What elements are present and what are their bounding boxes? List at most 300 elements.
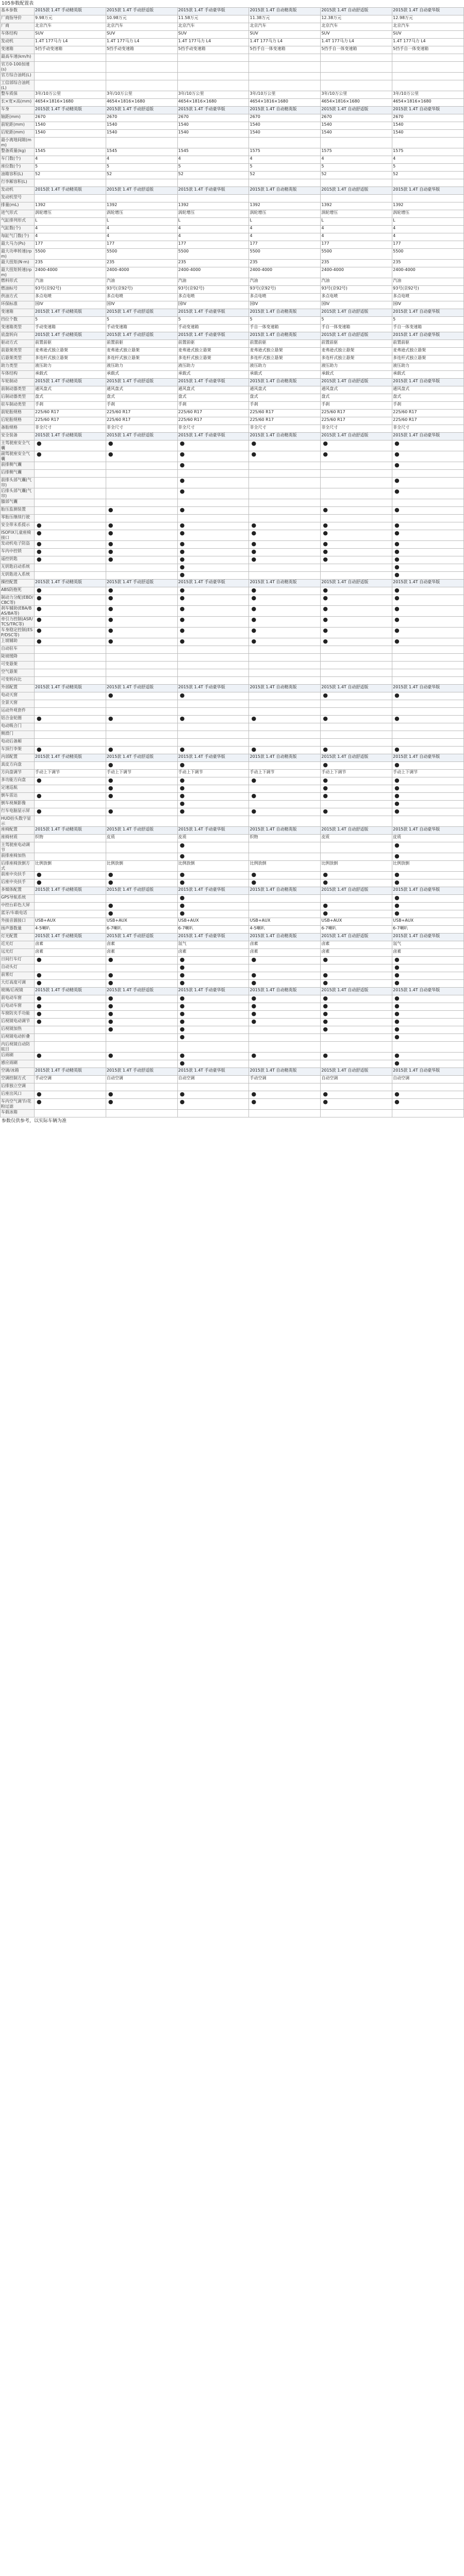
spec-value: 皮质 [106, 835, 177, 842]
model-name: 2015款 1.4T 手动豪华版 [177, 685, 249, 692]
spec-value [321, 816, 392, 827]
spec-value [177, 179, 249, 187]
spec-row [1, 903, 464, 910]
standard-dot: ● [177, 638, 249, 646]
spec-value: 5 [321, 317, 392, 325]
standard-dot: ● [249, 522, 321, 530]
spec-value [177, 138, 249, 148]
spec-value [35, 708, 106, 716]
standard-dot: ● [177, 488, 249, 499]
spec-value: 1.4T 177马力 L4 [106, 39, 177, 46]
spec-value: 1.4T 177马力 L4 [249, 39, 321, 46]
section-label: 底盘转向 [1, 332, 35, 340]
spec-row [1, 148, 464, 156]
model-name: 2015款 1.4T 手动舒适版 [106, 827, 177, 835]
spec-value: 93号(京92号) [177, 286, 249, 294]
standard-dot: ● [177, 785, 249, 793]
spec-label: 挡位个数 [1, 317, 35, 325]
model-name: 2015款 1.4T 自动豪华版 [392, 433, 464, 440]
model-name: 2015款 1.4T 自动舒适版 [321, 8, 392, 15]
spec-value: 前置前驱 [35, 340, 106, 348]
standard-dot: ● [392, 910, 464, 918]
spec-value [35, 564, 106, 572]
spec-value: 4 [392, 226, 464, 233]
standard-dot: ● [106, 872, 177, 879]
spec-row [1, 301, 464, 309]
spec-value: 1540 [177, 122, 249, 130]
standard-dot: ● [392, 972, 464, 980]
standard-dot: ● [321, 530, 392, 541]
spec-value [249, 842, 321, 853]
model-name: 2015款 1.4T 自动豪华版 [392, 580, 464, 587]
spec-value: 皮质 [177, 835, 249, 842]
spec-label: ISOFIX儿童座椅接口 [1, 530, 35, 541]
spec-label: 胎压监测装置 [1, 507, 35, 515]
model-name: 2015款 1.4T 手动豪华版 [177, 379, 249, 386]
spec-value: 225/60 R17 [249, 410, 321, 417]
spec-row [1, 386, 464, 394]
spec-value: 5 [177, 317, 249, 325]
standard-dot: ● [35, 1003, 106, 1011]
spec-label: 工信部综合油耗(L) [1, 80, 35, 91]
spec-row [1, 980, 464, 988]
spec-value: 比例放倒 [249, 861, 321, 872]
spec-value: 2400-4000 [177, 267, 249, 278]
spec-value [392, 470, 464, 478]
standard-dot: ● [35, 1091, 106, 1099]
standard-dot: ● [321, 1053, 392, 1060]
standard-dot: ● [35, 777, 106, 785]
spec-value: 1575 [249, 148, 321, 156]
model-name: 2015款 1.4T 自动舒适版 [321, 754, 392, 762]
model-name: 2015款 1.4T 自动舒适版 [321, 433, 392, 440]
spec-value: 液压助力 [177, 363, 249, 371]
standard-dot: ● [321, 507, 392, 515]
spec-value: 5 [106, 317, 177, 325]
spec-value: 177 [321, 241, 392, 249]
spec-value: 汽油 [35, 278, 106, 286]
spec-value [177, 739, 249, 747]
spec-value: 4654×1816×1680 [177, 99, 249, 107]
spec-value [106, 572, 177, 580]
spec-value: 5挡手动变速箱 [177, 46, 249, 54]
spec-value [249, 478, 321, 488]
spec-value [249, 572, 321, 580]
standard-dot: ● [249, 541, 321, 549]
standard-dot: ● [321, 777, 392, 785]
spec-value: 225/60 R17 [321, 417, 392, 425]
spec-label: 车窗防夹手功能 [1, 1011, 35, 1019]
spec-value [35, 488, 106, 499]
spec-value: 卤素 [35, 949, 106, 957]
spec-value: 10.98万元 [106, 15, 177, 23]
spec-value [35, 515, 106, 522]
spec-value: L [177, 218, 249, 226]
standard-dot: ● [392, 507, 464, 515]
spec-row [1, 499, 464, 507]
standard-dot: ● [321, 957, 392, 964]
spec-value: 2400-4000 [392, 267, 464, 278]
spec-row [1, 363, 464, 371]
spec-label: 前排侧气囊 [1, 462, 35, 470]
spec-value: 2400-4000 [35, 267, 106, 278]
spec-label: 前制动器类型 [1, 386, 35, 394]
spec-value [392, 662, 464, 669]
spec-value [177, 677, 249, 685]
spec-row [1, 654, 464, 662]
spec-value [321, 646, 392, 654]
spec-value: 177 [392, 241, 464, 249]
model-name: 2015款 1.4T 自动舒适版 [321, 309, 392, 317]
model-name: 2015款 1.4T 自动精英版 [249, 988, 321, 995]
spec-value: 手动空调 [35, 1076, 106, 1083]
spec-label: 座位数(个) [1, 164, 35, 172]
spec-label: 遥控钥匙 [1, 556, 35, 564]
spec-value [106, 1060, 177, 1068]
spec-row [1, 677, 464, 685]
standard-dot: ● [392, 617, 464, 628]
standard-dot: ● [249, 530, 321, 541]
spec-value: 手动变速箱 [106, 325, 177, 332]
spec-value [106, 895, 177, 903]
spec-value [177, 1110, 249, 1117]
spec-row [1, 114, 464, 122]
spec-value [177, 700, 249, 708]
spec-label: 自动驻车 [1, 646, 35, 654]
spec-label: 运动外观套件 [1, 708, 35, 716]
standard-dot: ● [392, 522, 464, 530]
standard-dot: ● [392, 440, 464, 451]
spec-value [321, 895, 392, 903]
spec-value: 1540 [177, 130, 249, 138]
spec-value [35, 507, 106, 515]
spec-value: 承载式 [106, 371, 177, 379]
spec-value: 5 [392, 317, 464, 325]
spec-row [1, 202, 464, 210]
spec-row [1, 515, 464, 522]
model-name: 2015款 1.4T 自动豪华版 [392, 332, 464, 340]
spec-value [392, 677, 464, 685]
standard-dot: ● [106, 995, 177, 1003]
spec-value: 卤素 [177, 949, 249, 957]
standard-dot: ● [321, 556, 392, 564]
standard-dot: ● [177, 853, 249, 861]
section-label: 车轮制动 [1, 379, 35, 386]
spec-value [35, 677, 106, 685]
spec-value: 多点电喷 [35, 294, 106, 301]
model-name: 2015款 1.4T 手动舒适版 [106, 309, 177, 317]
model-name: 2015款 1.4T 手动豪华版 [177, 433, 249, 440]
standard-dot: ● [392, 808, 464, 816]
standard-dot: ● [321, 879, 392, 887]
standard-dot: ● [35, 606, 106, 617]
spec-value [106, 462, 177, 470]
spec-value: 多点电喷 [106, 294, 177, 301]
spec-value [249, 723, 321, 731]
spec-value [106, 470, 177, 478]
standard-dot: ● [321, 980, 392, 988]
spec-value: 1540 [35, 130, 106, 138]
standard-dot: ● [177, 716, 249, 723]
model-name: 2015款 1.4T 手动精英版 [35, 685, 106, 692]
spec-row [1, 895, 464, 903]
spec-value [392, 54, 464, 62]
model-name: 2015款 1.4T 手动豪华版 [177, 107, 249, 114]
standard-dot: ● [106, 785, 177, 793]
spec-label: 后视镜电动折叠 [1, 1034, 35, 1042]
model-name: 2015款 1.4T 自动舒适版 [321, 379, 392, 386]
spec-value: 盘式 [321, 394, 392, 402]
spec-value: 前置前驱 [392, 340, 464, 348]
model-name: 2015款 1.4T 手动舒适版 [106, 934, 177, 941]
spec-row [1, 1099, 464, 1110]
spec-value: 9.98万元 [35, 15, 106, 23]
spec-value: 1.4T 177马力 L4 [321, 39, 392, 46]
spec-row [1, 241, 464, 249]
spec-value [249, 654, 321, 662]
spec-label: 前轮距(mm) [1, 122, 35, 130]
spec-value: 多点电喷 [249, 294, 321, 301]
spec-row [1, 700, 464, 708]
spec-row [1, 522, 464, 530]
spec-row [1, 793, 464, 801]
section-label: 内部配置 [1, 754, 35, 762]
spec-value [35, 903, 106, 910]
spec-value: 非全尺寸 [177, 425, 249, 433]
standard-dot: ● [392, 530, 464, 541]
spec-label: 进气形式 [1, 210, 35, 218]
model-name: 2015款 1.4T 自动精英版 [249, 1068, 321, 1076]
spec-value: 1392 [106, 202, 177, 210]
spec-value [106, 677, 177, 685]
spec-value: 1392 [392, 202, 464, 210]
spec-value: 5500 [321, 249, 392, 260]
model-name: 2015款 1.4T 自动精英版 [249, 754, 321, 762]
spec-label: 铝合金轮圈 [1, 716, 35, 723]
spec-value: 1392 [35, 202, 106, 210]
spec-value: 5 [106, 164, 177, 172]
spec-value: 52 [392, 172, 464, 179]
spec-value: USB+AUX [392, 918, 464, 926]
standard-dot: ● [392, 478, 464, 488]
standard-dot: ● [177, 587, 249, 595]
spec-value [177, 54, 249, 62]
spec-value [249, 195, 321, 202]
standard-dot: ● [35, 747, 106, 754]
spec-value [321, 1083, 392, 1091]
spec-value: 比例放倒 [177, 861, 249, 872]
spec-value: 盘式 [35, 394, 106, 402]
standard-dot: ● [177, 1099, 249, 1110]
spec-label: 方向盘调节 [1, 770, 35, 777]
spec-row [1, 91, 464, 99]
spec-value: 5挡手自一体变速箱 [249, 46, 321, 54]
standard-dot: ● [249, 628, 321, 638]
spec-value: 1545 [106, 148, 177, 156]
spec-value: 1540 [249, 122, 321, 130]
spec-value [106, 723, 177, 731]
spec-value [106, 80, 177, 91]
standard-dot: ● [177, 451, 249, 462]
standard-dot: ● [249, 716, 321, 723]
standard-dot: ● [249, 1091, 321, 1099]
spec-value [392, 1042, 464, 1053]
standard-dot: ● [177, 595, 249, 606]
spec-value: 6-7喇叭 [321, 926, 392, 934]
model-name: 2015款 1.4T 手动豪华版 [177, 309, 249, 317]
model-name: 2015款 1.4T 自动精英版 [249, 309, 321, 317]
standard-dot: ● [249, 595, 321, 606]
spec-row [1, 156, 464, 164]
spec-value: 5500 [35, 249, 106, 260]
spec-value: 4 [177, 156, 249, 164]
spec-row [1, 325, 464, 332]
spec-value [35, 654, 106, 662]
spec-value [249, 1083, 321, 1091]
model-name: 2015款 1.4T 自动精英版 [249, 827, 321, 835]
spec-row [1, 808, 464, 816]
model-name: 2015款 1.4T 自动豪华版 [392, 379, 464, 386]
standard-dot: ● [177, 522, 249, 530]
spec-row [1, 842, 464, 853]
spec-label: 车门数(个) [1, 156, 35, 164]
standard-dot: ● [35, 451, 106, 462]
spec-row [1, 470, 464, 478]
spec-label: 最小离地间隙(mm) [1, 138, 35, 148]
spec-value [35, 801, 106, 808]
spec-value: 5挡手动变速箱 [106, 46, 177, 54]
spec-value [35, 662, 106, 669]
standard-dot: ● [392, 488, 464, 499]
spec-label: 空气悬架 [1, 669, 35, 677]
spec-value [249, 179, 321, 187]
spec-value: 非全尺寸 [35, 425, 106, 433]
model-name: 2015款 1.4T 自动精英版 [249, 332, 321, 340]
spec-value: 液压助力 [392, 363, 464, 371]
standard-dot: ● [249, 1099, 321, 1110]
spec-row [1, 957, 464, 964]
spec-value: 225/60 R17 [35, 410, 106, 417]
spec-value: 4 [35, 226, 106, 233]
spec-label: 可变转向比 [1, 677, 35, 685]
spec-value: 4-5喇叭 [249, 926, 321, 934]
spec-row [1, 549, 464, 556]
spec-label: 备胎规格 [1, 425, 35, 433]
spec-value: 6-7喇叭 [177, 926, 249, 934]
spec-value: 225/60 R17 [35, 417, 106, 425]
spec-label: 排量(mL) [1, 202, 35, 210]
spec-value [106, 853, 177, 861]
spec-value [321, 700, 392, 708]
spec-value: 手动上下调节 [392, 770, 464, 777]
spec-value: 5挡手自一体变速箱 [392, 46, 464, 54]
standard-dot: ● [106, 628, 177, 638]
spec-value: 国IV [249, 301, 321, 309]
spec-value [249, 669, 321, 677]
spec-value: 225/60 R17 [321, 410, 392, 417]
spec-value [35, 462, 106, 470]
spec-row [1, 507, 464, 515]
standard-dot: ● [392, 1003, 464, 1011]
standard-dot: ● [35, 638, 106, 646]
spec-value: 1392 [177, 202, 249, 210]
model-name: 2015款 1.4T 自动舒适版 [321, 988, 392, 995]
spec-value [35, 646, 106, 654]
standard-dot: ● [392, 549, 464, 556]
standard-dot: ● [106, 1003, 177, 1011]
spec-value [35, 1034, 106, 1042]
model-name: 2015款 1.4T 自动豪华版 [392, 8, 464, 15]
spec-label: 制动力分配(EBD/CBC等) [1, 595, 34, 605]
standard-dot: ● [106, 808, 177, 816]
spec-value [321, 564, 392, 572]
standard-dot: ● [106, 1026, 177, 1034]
spec-label: HUD抬头数字显示 [1, 816, 35, 827]
spec-value: 织物 [35, 835, 106, 842]
spec-value: 2670 [321, 114, 392, 122]
standard-dot: ● [249, 549, 321, 556]
standard-dot: ● [249, 957, 321, 964]
section-label: 基本参数 [1, 8, 35, 15]
spec-value: 1540 [392, 122, 464, 130]
spec-label: 车体结构 [1, 371, 35, 379]
spec-label: 后电动车窗 [1, 1003, 35, 1011]
model-name: 2015款 1.4T 手动精英版 [35, 332, 106, 340]
spec-value: 卤素 [106, 949, 177, 957]
standard-dot: ● [106, 556, 177, 564]
standard-dot: ● [177, 507, 249, 515]
spec-row [1, 541, 464, 549]
standard-dot: ● [249, 808, 321, 816]
section-header-row [1, 379, 464, 386]
spec-value: 2670 [249, 114, 321, 122]
spec-value [392, 80, 464, 91]
spec-value: 52 [35, 172, 106, 179]
standard-dot: ● [249, 606, 321, 617]
standard-dot: ● [106, 587, 177, 595]
spec-row [1, 556, 464, 564]
spec-value: 卤素 [321, 941, 392, 949]
model-name: 2015款 1.4T 自动豪华版 [392, 934, 464, 941]
spec-label: 感应雨刷 [1, 1060, 35, 1068]
standard-dot: ● [177, 872, 249, 879]
spec-value: 5500 [249, 249, 321, 260]
spec-row [1, 816, 464, 827]
spec-label: 电动后备厢 [1, 739, 35, 747]
spec-label: 前座中央扶手 [1, 872, 35, 879]
model-name: 2015款 1.4T 自动豪华版 [392, 988, 464, 995]
spec-value [392, 179, 464, 187]
model-name: 2015款 1.4T 手动舒适版 [106, 887, 177, 895]
standard-dot: ● [177, 762, 249, 770]
spec-value [392, 654, 464, 662]
spec-value: 自动空调 [392, 1076, 464, 1083]
spec-value: 1540 [249, 130, 321, 138]
model-name: 2015款 1.4T 自动舒适版 [321, 1068, 392, 1076]
standard-dot: ● [177, 478, 249, 488]
standard-dot: ● [321, 692, 392, 700]
standard-dot: ● [177, 879, 249, 887]
standard-dot: ● [321, 1003, 392, 1011]
spec-value [392, 700, 464, 708]
spec-value [35, 723, 106, 731]
spec-value: 235 [35, 260, 106, 267]
spec-label: 多功能方向盘 [1, 777, 35, 785]
standard-dot: ● [177, 995, 249, 1003]
spec-label: 气缸排列形式 [1, 218, 35, 226]
spec-row [1, 179, 464, 187]
spec-row [1, 130, 464, 138]
